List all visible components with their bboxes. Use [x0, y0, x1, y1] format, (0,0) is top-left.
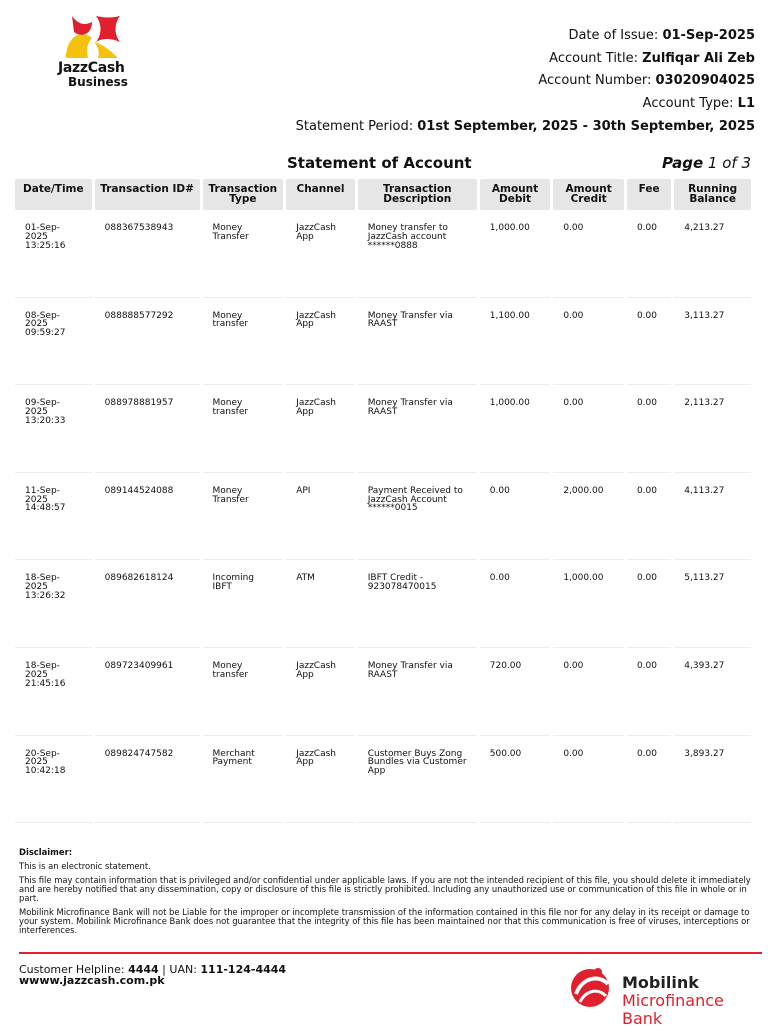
- table-header-row: [15, 179, 751, 210]
- col-header: Fee: [627, 179, 671, 210]
- credit-cell: 0.00: [553, 210, 624, 298]
- website-link[interactable]: wwww.jazzcash.com.pk: [19, 974, 165, 987]
- txn-id-cell: 089723409961: [95, 648, 200, 736]
- uan-number: 111-124-4444: [200, 963, 287, 976]
- description-cell: Money Transfer via RAAST: [358, 385, 477, 473]
- brand-name: JazzCash: [58, 60, 125, 76]
- credit-cell: 2,000.00: [553, 473, 624, 561]
- footer-divider: [19, 952, 762, 954]
- table-row: [15, 648, 751, 736]
- table-row: [15, 736, 751, 824]
- date-cell: 08-Sep-2025 09:59:27: [15, 298, 92, 386]
- table-row: [15, 385, 751, 473]
- fee-cell: 0.00: [627, 385, 671, 473]
- txn-type-cell: Money Transfer: [203, 473, 284, 561]
- jazzcash-logo-icon: [62, 14, 124, 60]
- channel-cell: JazzCash App: [286, 385, 355, 473]
- balance-cell: 3,113.27: [674, 298, 751, 386]
- txn-id-cell: 088367538943: [95, 210, 200, 298]
- bank-name-line1: Mobilink: [622, 973, 699, 992]
- txn-id-cell: 089682618124: [95, 560, 200, 648]
- col-header: Channel: [286, 179, 355, 210]
- helpline-number: 4444: [128, 963, 159, 976]
- debit-cell: 1,100.00: [480, 298, 551, 386]
- account-type: Account Type: L1: [642, 95, 755, 111]
- description-cell: Payment Received to JazzCash Account ******0015: [358, 473, 477, 561]
- date-cell: 01-Sep-2025 13:25:16: [15, 210, 92, 298]
- date-of-issue: Date of Issue: 01-Sep-2025: [568, 28, 755, 43]
- txn-type-cell: Incoming IBFT: [203, 560, 284, 648]
- channel-cell: JazzCash App: [286, 648, 355, 736]
- transactions-table: [12, 179, 754, 823]
- fee-cell: 0.00: [627, 298, 671, 386]
- txn-id-cell: 088978881957: [95, 385, 200, 473]
- txn-type-cell: Money transfer: [203, 648, 284, 736]
- disclaimer-text: This file may contain information that is privileged and/or confidential under applicable laws. If you are not the intended recipient of this file, you should delete it immediately and are hereby notified that any dissemination, copy or disclosure of this file is strictly prohibited. Including any unauthorized use or communication of this file in whole or in part.: [19, 875, 751, 903]
- channel-cell: JazzCash App: [286, 736, 355, 824]
- channel-cell: ATM: [286, 560, 355, 648]
- balance-cell: 5,113.27: [674, 560, 751, 648]
- description-cell: Money transfer to JazzCash account ******0888: [358, 210, 477, 298]
- channel-cell: API: [286, 473, 355, 561]
- debit-cell: 720.00: [480, 648, 551, 736]
- table-row: [15, 473, 751, 561]
- account-header: [296, 25, 755, 139]
- debit-cell: 1,000.00: [480, 385, 551, 473]
- col-header: Date/Time: [15, 179, 92, 210]
- table-row: [15, 560, 751, 648]
- txn-type-cell: Merchant Payment: [203, 736, 284, 824]
- bank-name-line2: Microfinance Bank: [622, 991, 724, 1028]
- credit-cell: 1,000.00: [553, 560, 624, 648]
- mobilink-bank-logo: [568, 964, 760, 1028]
- credit-cell: 0.00: [553, 385, 624, 473]
- balance-cell: 2,113.27: [674, 385, 751, 473]
- col-header: Transaction Type: [203, 179, 284, 210]
- txn-id-cell: 089144524088: [95, 473, 200, 561]
- mobilink-logo-icon: [568, 964, 616, 1010]
- description-cell: Money Transfer via RAAST: [358, 298, 477, 386]
- col-header: Transaction ID#: [95, 179, 200, 210]
- balance-cell: 4,213.27: [674, 210, 751, 298]
- channel-cell: JazzCash App: [286, 210, 355, 298]
- disclaimer-heading: Disclaimer:: [19, 847, 73, 857]
- col-header: Transaction Description: [358, 179, 477, 210]
- description-cell: IBFT Credit - 923078470015: [358, 560, 477, 648]
- date-cell: 18-Sep-2025 13:26:32: [15, 560, 92, 648]
- channel-cell: JazzCash App: [286, 298, 355, 386]
- debit-cell: 1,000.00: [480, 210, 551, 298]
- col-header: Amount Credit: [553, 179, 624, 210]
- fee-cell: 0.00: [627, 560, 671, 648]
- table-row: [15, 210, 751, 298]
- disclaimer: [19, 848, 757, 940]
- debit-cell: 500.00: [480, 736, 551, 824]
- credit-cell: 0.00: [553, 736, 624, 824]
- balance-cell: 4,393.27: [674, 648, 751, 736]
- date-cell: 18-Sep-2025 21:45:16: [15, 648, 92, 736]
- disclaimer-text: Mobilink Microfinance Bank will not be Liable for the improper or incomplete transmission of the information contained in this file nor for any delay in its receipt or damage to your system. Mobilink Microfinance Bank does not guarantee that the integrity of this file has been maintained nor that this communication is free of viruses, interceptions or interferences.: [19, 907, 750, 935]
- date-cell: 20-Sep-2025 10:42:18: [15, 736, 92, 824]
- credit-cell: 0.00: [553, 298, 624, 386]
- col-header: Amount Debit: [480, 179, 551, 210]
- fee-cell: 0.00: [627, 210, 671, 298]
- account-title: Account Title: Zulfiqar Ali Zeb: [549, 50, 755, 66]
- table-row: [15, 298, 751, 386]
- page-indicator: Page 1 of 3: [662, 154, 751, 172]
- fee-cell: 0.00: [627, 473, 671, 561]
- col-header: Running Balance: [674, 179, 751, 210]
- debit-cell: 0.00: [480, 473, 551, 561]
- debit-cell: 0.00: [480, 560, 551, 648]
- balance-cell: 3,893.27: [674, 736, 751, 824]
- description-cell: Customer Buys Zong Bundles via Customer App: [358, 736, 477, 824]
- statement-period: Statement Period: 01st September, 2025 - 30th September, 2025: [295, 119, 755, 135]
- brand-sub: Business: [68, 75, 128, 89]
- disclaimer-text: This is an electronic statement.: [19, 861, 151, 871]
- account-number: Account Number: 03020904025: [538, 73, 755, 89]
- txn-id-cell: 089824747582: [95, 736, 200, 824]
- description-cell: Money Transfer via RAAST: [358, 648, 477, 736]
- txn-type-cell: Money transfer: [203, 385, 284, 473]
- table-body: [15, 210, 751, 823]
- fee-cell: 0.00: [627, 648, 671, 736]
- balance-cell: 4,113.27: [674, 473, 751, 561]
- statement-title: Statement of Account: [287, 154, 472, 172]
- txn-type-cell: Money transfer: [203, 298, 284, 386]
- date-cell: 09-Sep-2025 13:20:33: [15, 385, 92, 473]
- date-cell: 11-Sep-2025 14:48:57: [15, 473, 92, 561]
- fee-cell: 0.00: [627, 736, 671, 824]
- txn-id-cell: 088888577292: [95, 298, 200, 386]
- txn-type-cell: Money Transfer: [203, 210, 284, 298]
- jazzcash-logo: [58, 14, 138, 89]
- credit-cell: 0.00: [553, 648, 624, 736]
- footer-contact: Customer Helpline: 4444 | UAN: 111-124-4444 wwww.jazzcash.com.pk: [19, 963, 287, 987]
